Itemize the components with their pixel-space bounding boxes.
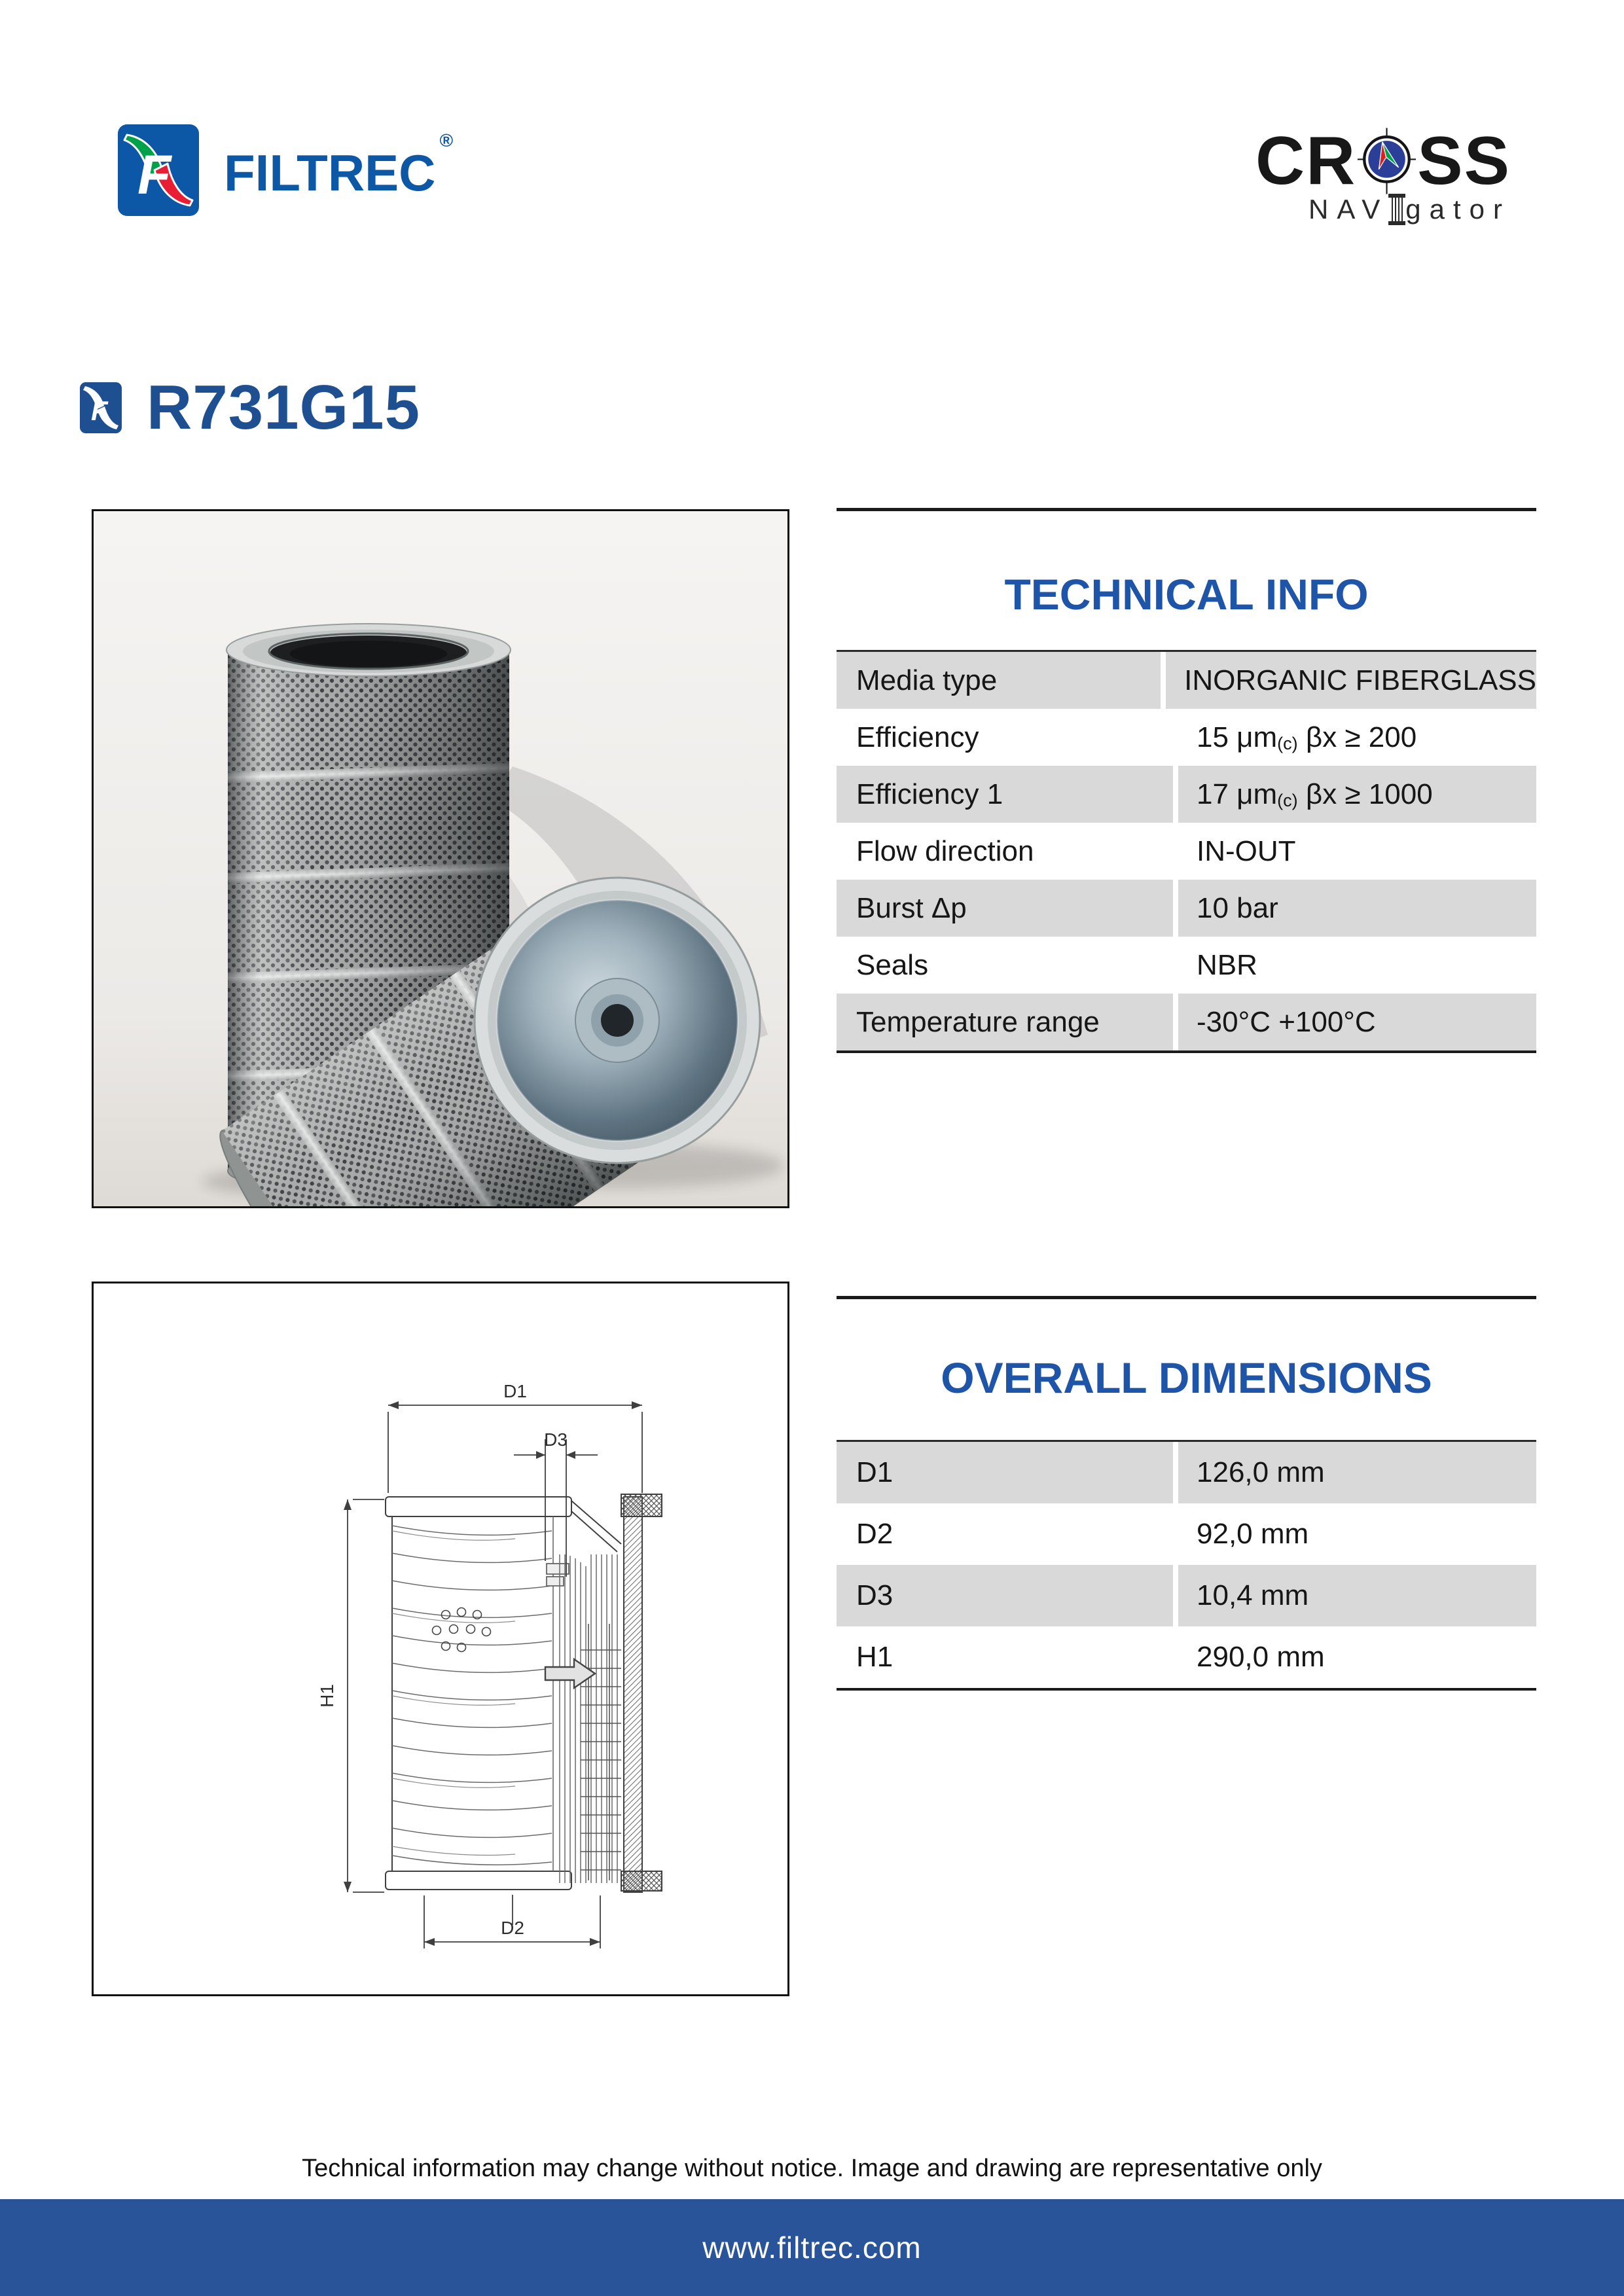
row-label: Media type	[837, 652, 1161, 709]
table-row	[837, 652, 1536, 709]
drawing-label-d1: D1	[503, 1381, 527, 1401]
row-value: -30°C +100°C	[1178, 994, 1536, 1050]
divider	[837, 508, 1536, 511]
technical-info-table	[837, 650, 1536, 1053]
row-label: Temperature range	[837, 994, 1173, 1050]
filtrec-logo-icon	[118, 124, 199, 216]
footer-bar	[0, 2199, 1624, 2296]
navigator-text-pre: NAV	[1308, 194, 1389, 224]
table-row	[837, 1626, 1536, 1688]
row-label: Efficiency 1	[837, 766, 1173, 823]
row-value: 290,0 mm	[1197, 1641, 1325, 1673]
website-link[interactable]: www.filtrec.com	[702, 2231, 922, 2265]
row-value: 10 bar	[1178, 880, 1536, 937]
page-title: R731G15	[147, 372, 420, 442]
row-value: 92,0 mm	[1197, 1518, 1309, 1550]
compass-icon	[1358, 123, 1416, 199]
drawing-label-d3: D3	[544, 1429, 568, 1450]
table-row	[837, 994, 1536, 1050]
svg-text:F: F	[137, 143, 171, 206]
table-row	[837, 766, 1536, 823]
row-value: 17 μm $_{(c)}$ βx ≥ 1000	[1178, 766, 1536, 823]
filter-photo-illustration	[94, 511, 787, 1206]
drawing-label-h1: H1	[317, 1684, 337, 1708]
row-label: D2	[856, 1518, 893, 1550]
overall-dimensions-heading: OVERALL DIMENSIONS	[941, 1354, 1432, 1402]
row-value: 15 μm $_{(c)}$ βx ≥ 200	[1197, 721, 1417, 753]
filtrec-logo	[118, 121, 454, 219]
row-value: 126,0 mm	[1178, 1442, 1536, 1503]
cross-text-right: SS	[1417, 123, 1511, 199]
row-label: H1	[856, 1641, 893, 1673]
row-label: Seals	[856, 948, 929, 981]
cross-wordmark	[1255, 123, 1511, 199]
drawing-label-d2: D2	[501, 1918, 524, 1938]
product-photo	[92, 509, 789, 1208]
cross-navigator-logo	[1255, 123, 1511, 225]
product-title-row	[80, 372, 420, 444]
disclaimer-text: Technical information may change without notice. Image and drawing are representative only	[302, 2155, 1322, 2182]
table-row	[837, 709, 1536, 766]
technical-info-heading: TECHNICAL INFO	[1004, 570, 1369, 619]
filtrec-mark-small-icon	[80, 382, 122, 433]
row-label: Flow direction	[856, 834, 1034, 867]
table-row	[837, 1503, 1536, 1565]
table-row	[837, 823, 1536, 880]
svg-text:F: F	[91, 395, 108, 426]
row-value: IN-OUT	[1197, 834, 1296, 867]
dimension-drawing	[92, 1282, 789, 1996]
row-value: INORGANIC FIBERGLASS	[1166, 652, 1536, 709]
row-label: D1	[837, 1442, 1173, 1503]
row-label: Burst Δp	[837, 880, 1173, 937]
row-value: NBR	[1197, 948, 1257, 981]
registered-mark-icon: ®	[439, 130, 454, 151]
row-label: D3	[837, 1565, 1173, 1626]
row-label: Efficiency	[856, 721, 979, 753]
table-row	[837, 880, 1536, 937]
cross-text-left: CR	[1255, 123, 1357, 199]
filtrec-wordmark: FILTREC®	[224, 130, 454, 202]
divider	[837, 1296, 1536, 1299]
navigator-text-post: gator	[1405, 194, 1511, 224]
column-icon	[1388, 194, 1405, 225]
table-row	[837, 1442, 1536, 1503]
table-row	[837, 937, 1536, 994]
table-row	[837, 1565, 1536, 1626]
filter-dimension-sketch	[94, 1283, 787, 1994]
overall-dimensions-table	[837, 1440, 1536, 1691]
row-value: 10,4 mm	[1178, 1565, 1536, 1626]
